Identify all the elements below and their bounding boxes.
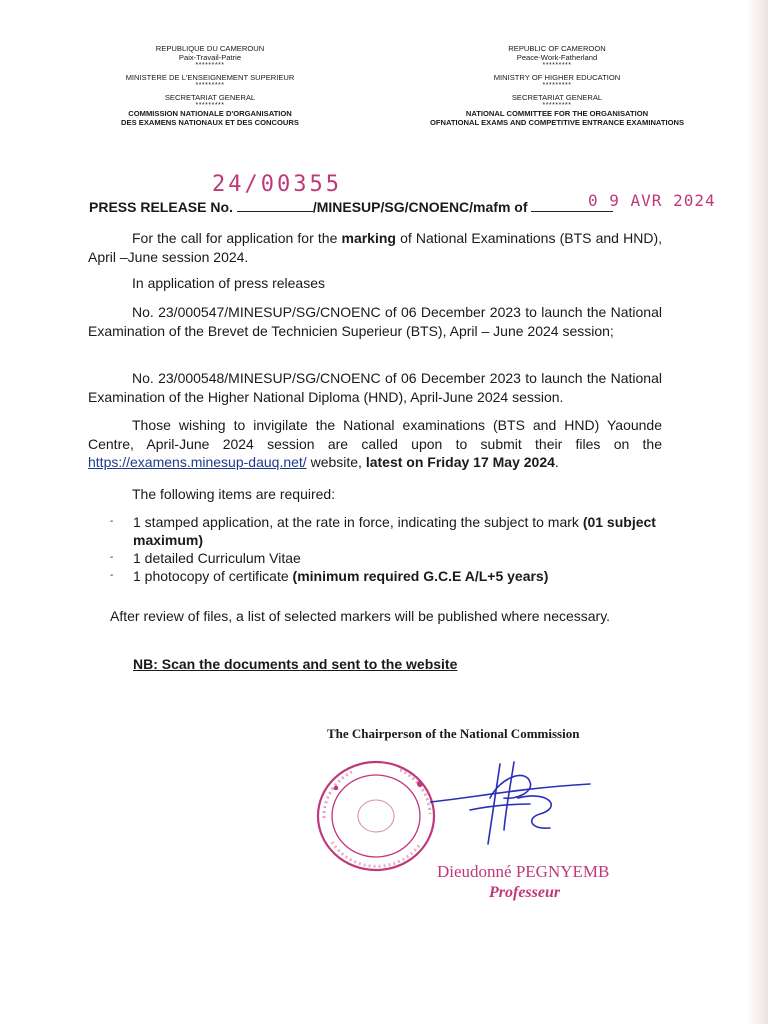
ministry-en: MINISTRY OF HIGHER EDUCATION <box>493 73 621 82</box>
number-blank <box>237 200 313 212</box>
secretariat-en: SECRETARIAT GENERAL <box>511 93 603 102</box>
intro-paragraph <box>88 229 662 266</box>
signature-icon <box>430 758 600 848</box>
reference-1: No. 23/000547/MINESUP/SG/CNOENC of 06 December 2023 to launch the National Examination of the Brevet de Technicien Superieur (BTS), April – June 2024 session; <box>88 304 662 339</box>
bullet-dash: - <box>110 570 114 581</box>
press-release-label: PRESS RELEASE No. <box>89 199 233 215</box>
invitation-end: . <box>554 454 559 470</box>
signatory-name: Dieudonné PEGNYEMB <box>437 862 610 881</box>
separator-stars: ********* <box>195 82 225 89</box>
bullet-dash: - <box>110 516 114 527</box>
deadline: latest on Friday 17 May 2024 <box>365 454 555 470</box>
separator-stars: ********* <box>542 102 572 109</box>
committee-en-2: OFNATIONAL EXAMS AND COMPETITIVE ENTRANCE EXAMINATIONS <box>429 118 685 127</box>
required-items-list <box>110 513 670 585</box>
invitation-paragraph <box>88 416 662 472</box>
intro-text: For the call for application for the <box>132 230 342 246</box>
commission-fr-1: COMMISSION NATIONALE D'ORGANISATION <box>128 109 292 118</box>
bullet-dash: - <box>110 552 114 563</box>
separator-stars: ********* <box>195 102 225 109</box>
country-en: REPUBLIC OF CAMEROON <box>508 44 606 53</box>
commission-fr-2: DES EXAMENS NATIONAUX ET DES CONCOURS <box>121 118 299 127</box>
intro-text-end: of National Examinations (BTS and HND), April –June session 2024. <box>88 230 662 265</box>
header-right <box>392 44 722 127</box>
stamped-number: 24/00355 <box>212 172 342 197</box>
chairperson-title: The Chairperson of the National Commission <box>327 726 580 741</box>
paper-edge-shadow <box>746 0 768 1024</box>
separator-stars: ********* <box>542 82 572 89</box>
list-item: - 1 stamped application, at the rate in force, indicating the subject to mark (01 subject maximum) <box>110 514 656 548</box>
press-release-line <box>89 199 613 215</box>
press-release-reference: /MINESUP/SG/CNOENC/mafm of <box>312 199 528 215</box>
signatory-title: Professeur <box>489 884 561 901</box>
ministry-fr: MINISTERE DE L'ENSEIGNEMENT SUPERIEUR <box>125 73 295 82</box>
official-seal-icon <box>312 758 444 878</box>
invitation-text: Those wishing to invigilate the National examinations (BTS and HND) Yaounde Centre, April-June 2024 session are called upon to submit their files on the <box>88 417 662 452</box>
header-left <box>45 44 375 127</box>
committee-en-1: NATIONAL COMMITTEE FOR THE ORGANISATION <box>465 109 649 118</box>
country-fr: REPUBLIQUE DU CAMEROUN <box>155 44 265 53</box>
separator-stars: ********* <box>195 62 225 69</box>
review-paragraph: After review of files, a list of selected markers will be published where necessary. <box>110 608 611 624</box>
invitation-text-mid: website, <box>306 454 366 470</box>
separator-stars: ********* <box>542 62 572 69</box>
application-paragraph: In application of press releases <box>132 275 325 291</box>
list-item: - 1 detailed Curriculum Vitae <box>110 550 301 566</box>
intro-bold: marking <box>341 230 396 246</box>
motto-fr: Paix-Travail-Patrie <box>178 53 242 62</box>
required-heading: The following items are required: <box>132 486 336 502</box>
reference-2: No. 23/000548/MINESUP/SG/CNOENC of 06 December 2023 to launch the National Examination of the Higher National Diploma (HND), April-June 2024 session. <box>88 370 662 405</box>
list-item: - 1 photocopy of certificate (minimum required G.C.E A/L+5 years) <box>110 568 549 584</box>
date-stamp: 0 9 AVR 2024 <box>588 191 716 210</box>
nb-note: NB: Scan the documents and sent to the website <box>133 656 458 672</box>
secretariat-fr: SECRETARIAT GENERAL <box>164 93 256 102</box>
motto-en: Peace-Work-Fatherland <box>516 53 598 62</box>
website-link[interactable]: https://examens.minesup-dauq.net/ <box>88 454 307 470</box>
